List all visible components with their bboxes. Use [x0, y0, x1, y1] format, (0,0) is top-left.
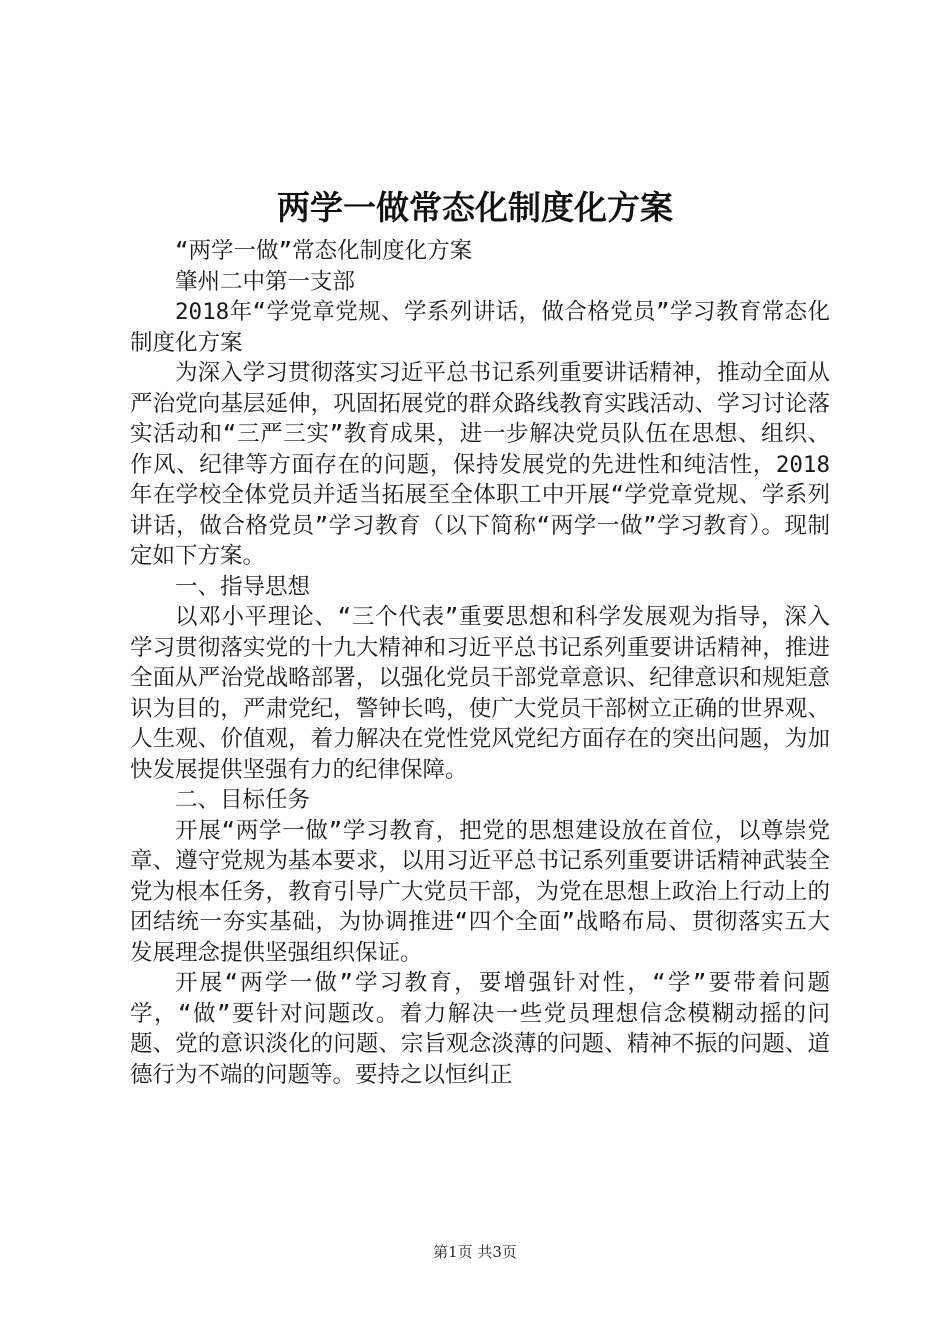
- section-heading-goals: 二、目标任务: [175, 787, 311, 813]
- document-body: [130, 236, 830, 1090]
- intro-paragraph: 为深入学习贯彻落实习近平总书记系列重要讲话精神，推动全面从严治党向基层延伸，巩固拓展党的群众路线教育实践活动、学习讨论落实活动和“三严三实”教育成果，进一步解决党员队伍在思想、组织、作风、纪律等方面存在的问题，保持发展党的先进性和纯洁性，2018年在学校全体党员并适当拓展至全体职工中开展“学党章党规、学系列讲话，做合格党员”学习教育（以下简称“两学一做”学习教育）。现制定如下方案。: [130, 360, 830, 569]
- plan-heading-paragraph: 2018年“学党章党规、学系列讲话，做合格党员”学习教育常态化制度化方案: [130, 299, 830, 356]
- document-title: 两学一做常态化制度化方案: [277, 188, 673, 227]
- guiding-thought-paragraph: 以邓小平理论、“三个代表”重要思想和科学发展观为指导，深入学习贯彻落实党的十九大精神和习近平总书记系列重要讲话精神，推进全面从严治党战略部署，以强化党员干部党章意识、纪律意识和规矩意识为目的，严肃党纪，警钟长鸣，使广大党员干部树立正确的世界观、人生观、价值观，着力解决在党性党风党纪方面存在的突出问题，为加快发展提供坚强有力的纪律保障。: [130, 604, 830, 783]
- page-number-footer: 第1页 共3页: [433, 1243, 517, 1261]
- goals-paragraph-1: 开展“两学一做”学习教育，把党的思想建设放在首位，以尊崇党章、遵守党规为基本要求，以用习近平总书记系列重要讲话精神武装全党为根本任务，教育引导广大党员干部，为党在思想上政治上行动上的团结统一夯实基础，为协调推进“四个全面”战略布局、贯彻落实五大发展理念提供坚强组织保证。: [130, 817, 830, 966]
- subtitle-paragraph: “两学一做”常态化制度化方案: [175, 238, 473, 264]
- goals-paragraph-2: 开展“两学一做”学习教育，要增强针对性，“学”要带着问题学，“做”要针对问题改。着力解决一些党员理想信念模糊动摇的问题、党的意识淡化的问题、宗旨观念淡薄的问题、精神不振的问题、道德行为不端的问题等。要持之以恒纠正: [130, 970, 830, 1088]
- section-heading-guiding-thought: 一、指导思想: [175, 573, 311, 600]
- organization-line: 肇州二中第一支部: [175, 268, 356, 295]
